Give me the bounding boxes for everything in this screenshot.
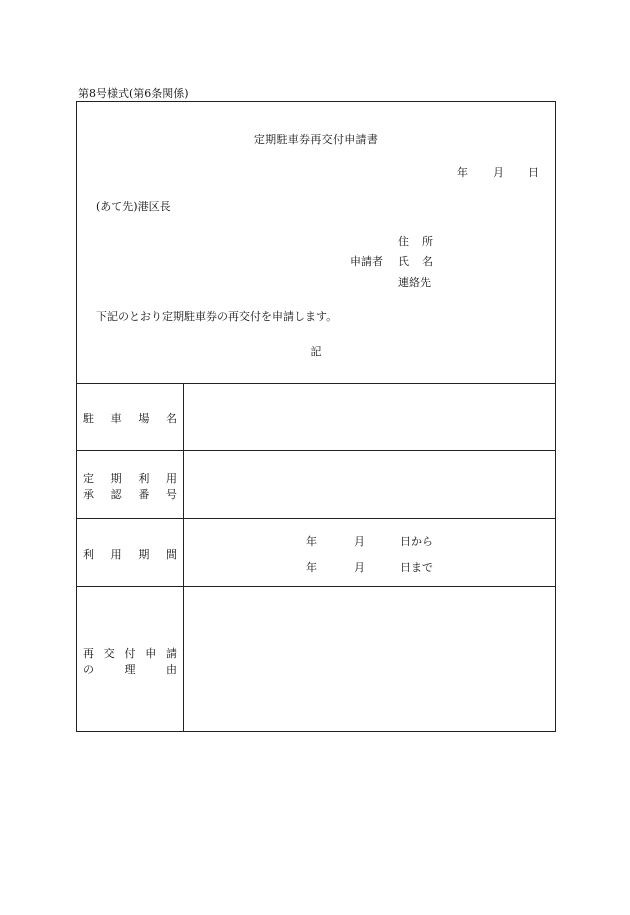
char: 番 <box>138 488 150 501</box>
char: 期 <box>110 472 122 485</box>
date-day: 日 <box>528 166 539 179</box>
char: 交 <box>103 647 115 660</box>
reason-label-line2 <box>83 661 177 677</box>
char: 請 <box>166 647 177 660</box>
char: 再 <box>83 647 94 660</box>
char: 由 <box>166 663 177 676</box>
char: 名 <box>165 412 177 425</box>
char: 車 <box>110 412 122 425</box>
period-to-month: 月 <box>354 561 365 574</box>
reason-label-line1 <box>83 645 177 661</box>
row-divider-2 <box>77 518 555 519</box>
period-from-year: 年 <box>306 535 317 548</box>
char: 付 <box>124 647 136 660</box>
char: 間 <box>165 548 177 561</box>
char: 認 <box>110 488 122 501</box>
form-number: 第8号様式(第6条関係) <box>78 87 189 100</box>
addressee: (あて先)港区長 <box>96 200 171 213</box>
char: 理 <box>124 663 136 676</box>
address-label-2: 所 <box>422 235 433 248</box>
ki-heading: 記 <box>310 345 322 358</box>
char: 号 <box>165 488 177 501</box>
name-label-1: 氏 <box>398 255 409 268</box>
char: の <box>83 663 94 676</box>
char: 期 <box>138 548 150 561</box>
period-to-day: 日まで <box>400 561 433 574</box>
period-from-month: 月 <box>354 535 365 548</box>
date-month: 月 <box>493 166 504 179</box>
approval-number-label-line1 <box>83 470 177 486</box>
char: 定 <box>83 472 94 485</box>
statement: 下記のとおり定期駐車券の再交付を申請します。 <box>96 310 338 323</box>
period-to-year: 年 <box>306 561 317 574</box>
period-label <box>83 546 177 562</box>
name-label-2: 名 <box>422 255 433 268</box>
char: 利 <box>138 472 150 485</box>
address-label-1: 住 <box>398 235 409 248</box>
approval-number-field[interactable] <box>184 451 555 518</box>
parking-name-field[interactable] <box>184 384 555 450</box>
approval-number-label-line2 <box>83 486 177 502</box>
period-from-day: 日から <box>400 535 433 548</box>
contact-label: 連絡先 <box>398 276 431 289</box>
date-year: 年 <box>457 166 468 179</box>
char: 用 <box>165 472 177 485</box>
char: 申 <box>145 647 157 660</box>
applicant-role: 申請者 <box>350 255 383 268</box>
application-form <box>76 101 556 732</box>
char: 用 <box>110 548 122 561</box>
parking-name-label <box>83 410 177 426</box>
reason-field[interactable] <box>184 587 555 731</box>
char: 利 <box>83 548 94 561</box>
char: 場 <box>138 412 150 425</box>
form-title: 定期駐車券再交付申請書 <box>253 133 379 146</box>
char: 駐 <box>83 412 94 425</box>
char: 承 <box>83 488 94 501</box>
